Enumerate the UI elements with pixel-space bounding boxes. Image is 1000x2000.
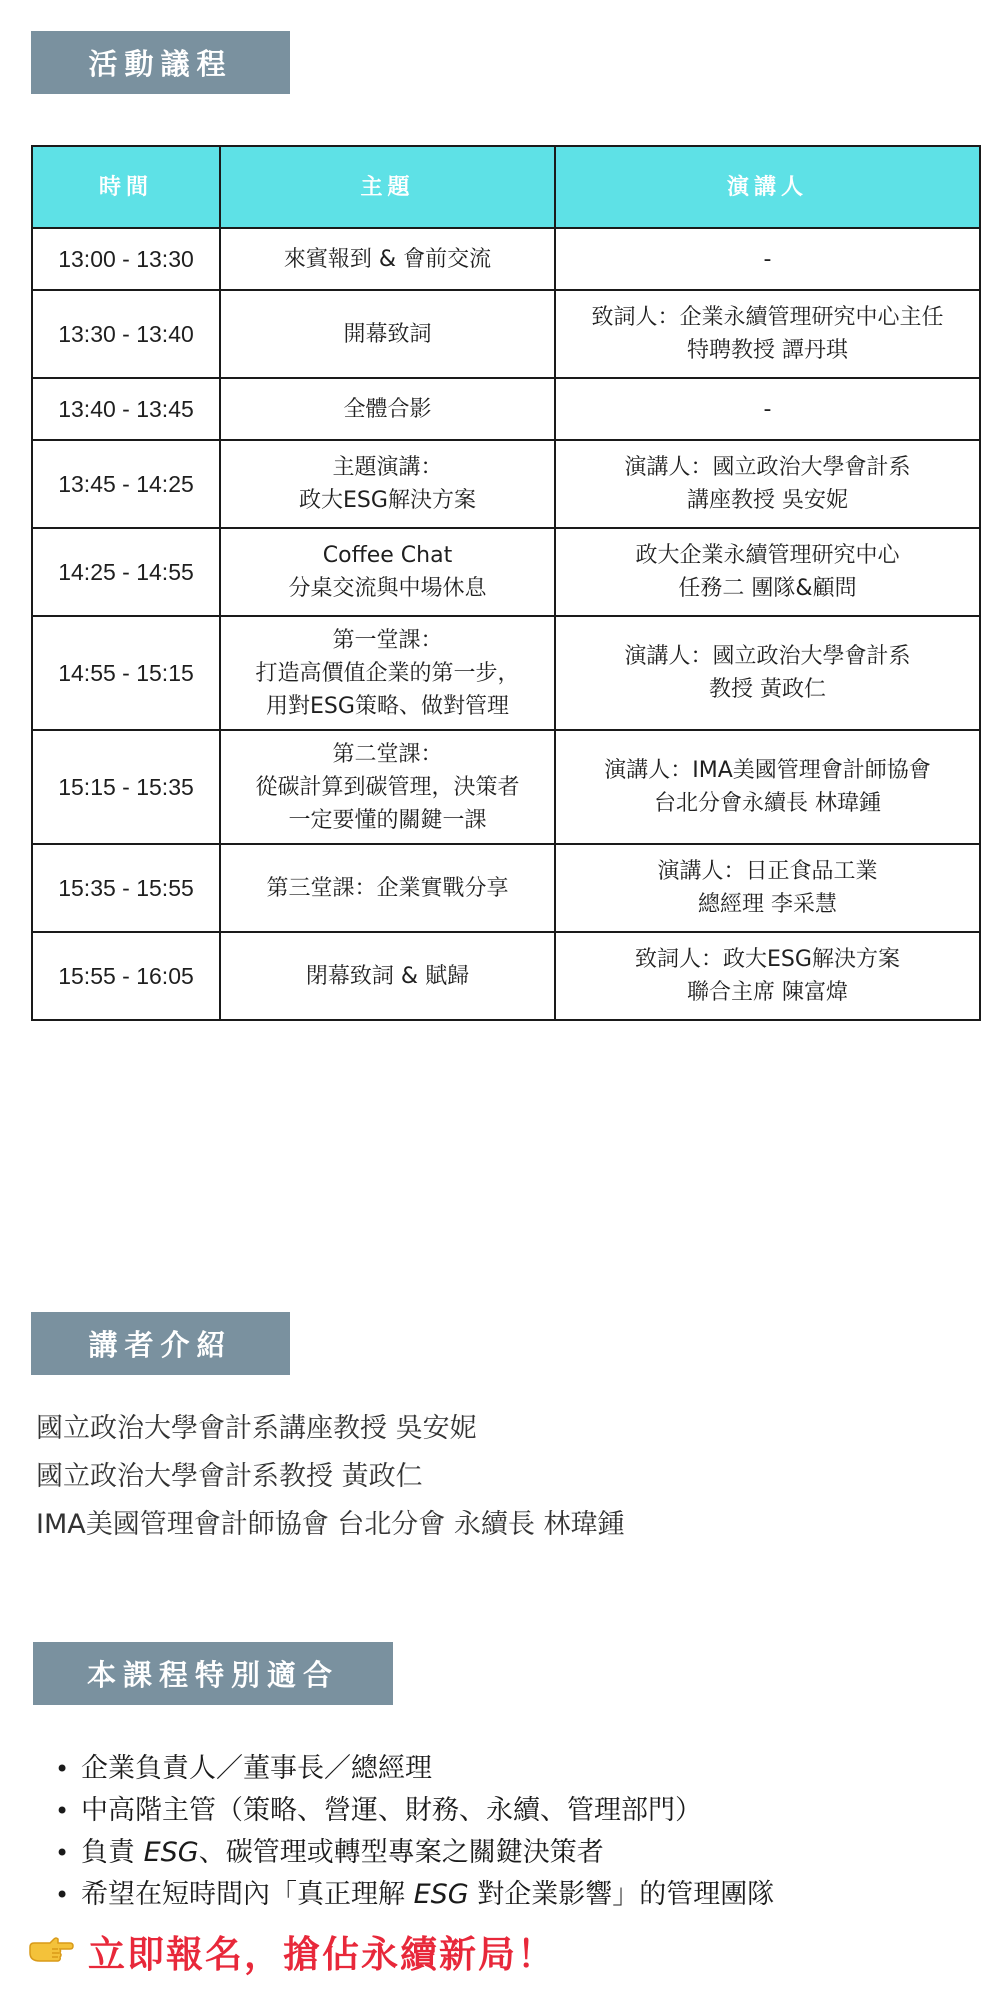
agenda-time: 15:55 - 16:05: [32, 932, 220, 1020]
agenda-topic-line: Coffee Chat: [322, 543, 453, 568]
agenda-row: [32, 730, 980, 844]
agenda-speaker-line: 致詞人：政大ESG解決方案: [635, 947, 900, 972]
audience-item-text: ESG: [413, 1879, 469, 1910]
agenda-row: [32, 228, 980, 290]
register-call-to-action[interactable]: [28, 1924, 556, 1978]
agenda-topic-line: 開幕致詞: [343, 321, 432, 347]
agenda-topic: [220, 290, 555, 378]
audience-heading: 本課程特別適合: [33, 1642, 393, 1705]
agenda-row: [32, 440, 980, 528]
agenda-row: [32, 932, 980, 1020]
agenda-topic-line: 主題演講：: [332, 455, 443, 480]
agenda-speaker: [555, 730, 980, 844]
agenda-row: [32, 378, 980, 440]
audience-item: [55, 1832, 774, 1874]
agenda-topic: [220, 228, 555, 290]
agenda-heading: 活動議程: [31, 31, 290, 94]
agenda-speaker-line: -: [763, 396, 772, 422]
agenda-speaker-line: 教授 黃政仁: [709, 677, 826, 702]
agenda-speaker: [555, 378, 980, 440]
speaker-item: 國立政治大學會計系講座教授 吳安妮: [36, 1413, 477, 1444]
agenda-speaker-line: 聯合主席 陳富煒: [687, 980, 848, 1005]
agenda-topic-line: 打造高價值企業的第一步，: [255, 660, 520, 686]
agenda-speaker-line: 政大企業永續管理研究中心: [635, 543, 900, 568]
agenda-row: [32, 528, 980, 616]
agenda-row: [32, 844, 980, 932]
agenda-row: [32, 290, 980, 378]
agenda-speaker: [555, 290, 980, 378]
agenda-speaker: [555, 616, 980, 730]
bullet-icon: •: [55, 1881, 70, 1909]
agenda-speaker: [555, 844, 980, 932]
agenda-topic-line: 從碳計算到碳管理，決策者: [255, 774, 520, 800]
agenda-speaker-line: -: [763, 246, 772, 272]
agenda-topic-line: 政大ESG解決方案: [299, 488, 476, 513]
header-speaker: 演講人: [555, 146, 980, 228]
agenda-topic: [220, 616, 555, 730]
speaker-list: [36, 1405, 624, 1549]
agenda-time: 14:25 - 14:55: [32, 528, 220, 616]
audience-item-text: 負責: [81, 1837, 144, 1868]
agenda-topic-line: 第三堂課：企業實戰分享: [266, 875, 509, 901]
agenda-time: 13:45 - 14:25: [32, 440, 220, 528]
agenda-speaker-line: 任務二 團隊&顧問: [678, 576, 857, 601]
agenda-speaker-line: 演講人：國立政治大學會計系: [624, 644, 911, 669]
speakers-heading: 講者介紹: [31, 1312, 290, 1375]
speaker-item: IMA美國管理會計師協會 台北分會 永續長 林瑋鍾: [36, 1509, 625, 1540]
pointing-hand-icon: [28, 1933, 74, 1969]
agenda-speaker-line: 講座教授 吳安妮: [687, 488, 848, 513]
agenda-speaker: [555, 440, 980, 528]
agenda-speaker-line: 演講人：IMA美國管理會計師協會: [604, 758, 931, 783]
agenda-speaker: [555, 228, 980, 290]
audience-item: [55, 1748, 774, 1790]
agenda-speaker-line: 台北分會永續長 林瑋鍾: [654, 791, 881, 816]
audience-item-text: 希望在短時間內「真正理解: [81, 1879, 414, 1910]
audience-item-text: 企業負責人／董事長／總經理: [81, 1753, 432, 1784]
agenda-topic-line: 分桌交流與中場休息: [288, 576, 487, 601]
header-time: 時間: [32, 146, 220, 228]
agenda-speaker-line: 演講人：日正食品工業: [657, 859, 878, 884]
audience-item-text: ESG: [143, 1837, 199, 1868]
agenda-header-row: [32, 146, 980, 228]
header-topic: 主題: [220, 146, 555, 228]
agenda-speaker-line: 總經理 李采慧: [698, 892, 837, 917]
agenda-topic: [220, 730, 555, 844]
agenda-time: 13:00 - 13:30: [32, 228, 220, 290]
agenda-speaker-line: 致詞人：企業永續管理研究中心主任: [591, 305, 944, 330]
bullet-icon: •: [55, 1797, 70, 1825]
audience-item-text: 中高階主管（策略、營運、財務、永續、管理部門）: [81, 1795, 702, 1826]
agenda-topic-line: 一定要懂的關鍵一課: [288, 807, 487, 833]
agenda-row: [32, 616, 980, 730]
speaker-item: 國立政治大學會計系教授 黃政仁: [36, 1461, 423, 1492]
agenda-time: 13:30 - 13:40: [32, 290, 220, 378]
audience-list: [55, 1748, 774, 1916]
agenda-speaker-line: 演講人：國立政治大學會計系: [624, 455, 911, 480]
agenda-table: [31, 145, 981, 1021]
agenda-time: 15:15 - 15:35: [32, 730, 220, 844]
agenda-speaker: [555, 932, 980, 1020]
agenda-topic-line: 全體合影: [343, 396, 432, 422]
agenda-time: 13:40 - 13:45: [32, 378, 220, 440]
audience-item-text: 對企業影響」的管理團隊: [468, 1879, 775, 1910]
bullet-icon: •: [55, 1839, 70, 1867]
agenda-topic: [220, 528, 555, 616]
agenda-time: 14:55 - 15:15: [32, 616, 220, 730]
agenda-topic: [220, 932, 555, 1020]
agenda-topic: [220, 440, 555, 528]
agenda-topic-line: 用對ESG策略、做對管理: [266, 693, 509, 719]
agenda-topic-line: 閉幕致詞 & 賦歸: [305, 963, 470, 989]
agenda-topic: [220, 844, 555, 932]
audience-item: [55, 1790, 774, 1832]
agenda-speaker: [555, 528, 980, 616]
agenda-topic-line: 第二堂課：: [332, 741, 443, 767]
agenda-time: 15:35 - 15:55: [32, 844, 220, 932]
bullet-icon: •: [55, 1755, 70, 1783]
audience-item-text: 、碳管理或轉型專案之關鍵決策者: [198, 1837, 604, 1868]
agenda-topic-line: 第一堂課：: [332, 627, 443, 653]
register-cta-text[interactable]: 立即報名，搶佔永續新局！: [88, 1933, 556, 1976]
agenda-topic-line: 來賓報到 & 會前交流: [283, 246, 492, 272]
audience-item: [55, 1874, 774, 1916]
agenda-speaker-line: 特聘教授 譚丹琪: [687, 338, 848, 363]
agenda-topic: [220, 378, 555, 440]
